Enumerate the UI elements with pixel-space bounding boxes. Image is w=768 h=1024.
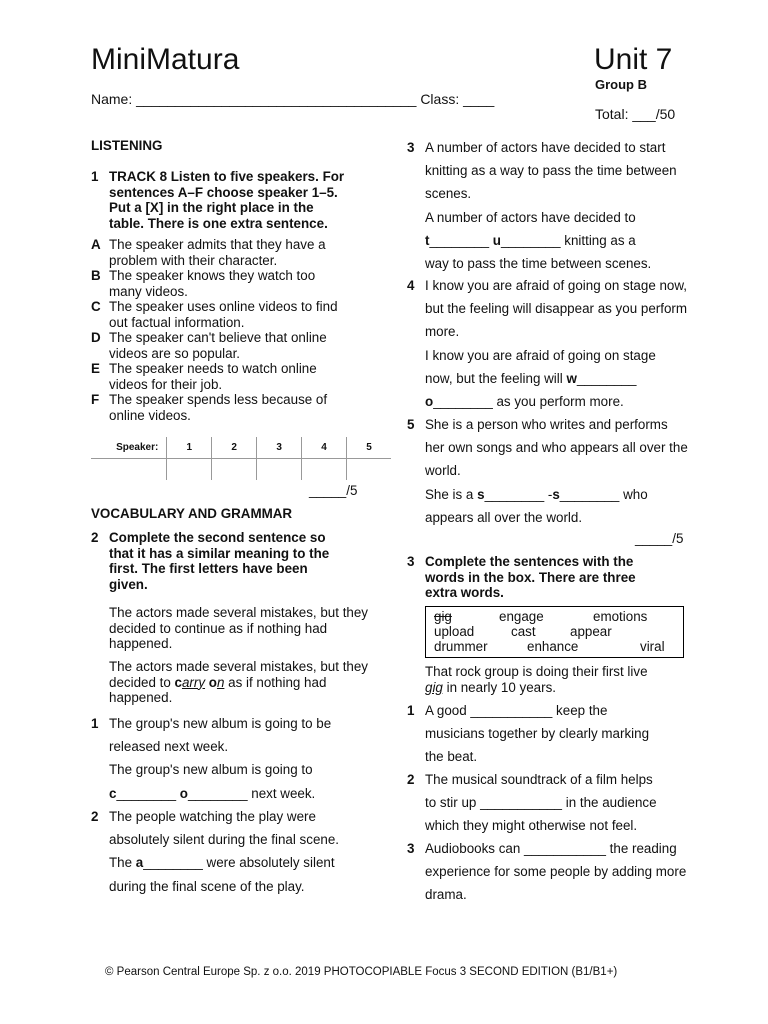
item-line: The speaker knows they watch too (109, 268, 316, 283)
total-score: Total: ___/50 (595, 106, 676, 122)
question-line: A number of actors have decided to start (425, 140, 666, 155)
vocab-score: _____/5 (635, 531, 684, 546)
item-letter: C (91, 299, 101, 314)
example-line: happened. (109, 690, 173, 705)
item-line: The speaker can't believe that online (109, 330, 327, 345)
question-line: absolutely silent during the final scene. (109, 832, 340, 848)
first-letter: o (179, 785, 188, 801)
answer-word: gig (425, 679, 443, 695)
speaker-col: 4 (302, 437, 347, 459)
question-number: 3 (407, 841, 415, 856)
question-number: 3 (407, 140, 415, 155)
speaker-table (91, 437, 391, 480)
question-line: more. (425, 324, 460, 340)
item-letter: A (91, 237, 101, 252)
example-line: The actors made several mistakes, but they (109, 659, 368, 674)
speaker-col: 3 (257, 437, 302, 459)
example-line: happened. (109, 636, 173, 651)
question-line: world. (425, 463, 461, 479)
task-line: TRACK 8 Listen to five speakers. For (109, 169, 345, 184)
box-word: drummer (434, 639, 488, 654)
first-letter: t (425, 232, 430, 248)
item-line: The speaker uses online videos to find (109, 299, 338, 314)
speaker-col: 5 (347, 437, 391, 459)
task-line: table. There is one extra sentence. (109, 215, 328, 231)
text: She is a (425, 486, 478, 502)
answer-line[interactable] (425, 483, 725, 506)
question-line: drama. (425, 887, 467, 903)
task-line: sentences A–F choose speaker 1–5. (109, 184, 338, 200)
question-line[interactable]: Audiobooks can ___________ the reading (425, 841, 677, 856)
task-line: extra words. (425, 585, 504, 600)
answer-word: n (216, 674, 225, 690)
group-label: Group B (595, 77, 647, 92)
unit-title: Unit 7 (594, 43, 673, 76)
question-number: 2 (91, 809, 99, 824)
item-letter: E (91, 361, 100, 376)
item-line: many videos. (109, 283, 188, 299)
question-line: The people watching the play were (109, 809, 316, 824)
first-letter: o (208, 674, 217, 690)
box-word: upload (434, 624, 475, 639)
text: in nearly 10 years. (442, 679, 557, 695)
task-number: 2 (91, 530, 99, 545)
question-line: released next week. (109, 739, 229, 755)
answer-line[interactable] (425, 367, 725, 390)
task-line: given. (109, 576, 148, 592)
answer-cell[interactable] (167, 459, 212, 481)
question-number: 4 (407, 278, 415, 293)
question-line: which they might otherwise not feel. (425, 818, 638, 834)
first-letter: o (425, 394, 434, 410)
box-word: enhance (527, 639, 579, 654)
box-word: appear (570, 624, 612, 639)
question-line: She is a person who writes and performs (425, 417, 668, 432)
task-line: that it has a similar meaning to the (109, 545, 330, 561)
task-line: Put a [X] in the right place in the (109, 200, 314, 215)
item-letter: F (91, 392, 100, 407)
speaker-col: 2 (212, 437, 257, 459)
first-letter: c (174, 674, 182, 690)
listening-score: _____/5 (309, 483, 358, 498)
question-line: experience for some people by adding more (425, 864, 687, 880)
vocab-heading: VOCABULARY AND GRAMMAR (91, 506, 293, 521)
task-line: Complete the second sentence so (109, 530, 326, 545)
words-example (425, 664, 725, 695)
question-line[interactable]: A good ___________ keep the (425, 703, 608, 718)
answer-line[interactable] (109, 851, 399, 874)
item-line: problem with their character. (109, 252, 278, 268)
first-letter: s (552, 486, 560, 502)
answer-cell[interactable] (257, 459, 302, 481)
example-answer (109, 659, 399, 706)
question-line: but the feeling will disappear as you perform (425, 301, 688, 317)
example-line: The actors made several mistakes, but they (109, 605, 368, 620)
question-line: I know you are afraid of going on stage now, (425, 278, 688, 293)
gap: ________ - (484, 486, 553, 502)
item-letter: D (91, 330, 101, 345)
task-line: first. The first letters have been (109, 561, 308, 576)
item-line: videos for their job. (109, 376, 223, 392)
text: The (109, 855, 136, 871)
gap: ________ (576, 370, 637, 386)
question-line: knitting as a way to pass the time between (425, 163, 677, 179)
question-line: I know you are afraid of going on stage (425, 347, 656, 363)
gap: ________ (116, 785, 180, 801)
answer-cell[interactable] (302, 459, 347, 481)
gap: ________ knitting as a (500, 232, 636, 248)
item-line: videos are so popular. (109, 345, 241, 361)
text: now, but the feeling will (425, 370, 567, 386)
listening-heading: LISTENING (91, 138, 163, 153)
box-word: cast (511, 624, 536, 639)
text: decided to (109, 674, 175, 690)
answer-cell[interactable] (347, 459, 391, 481)
gap: ________ were absolutely silent (143, 855, 335, 871)
box-word: gig (434, 609, 452, 624)
speaker-label: Speaker: (91, 437, 167, 459)
example-original (109, 605, 399, 652)
answer-cell[interactable] (91, 459, 167, 481)
question-line[interactable]: to stir up ___________ in the audience (425, 795, 657, 811)
text: as if nothing had (224, 674, 327, 690)
gap: ________ who (559, 486, 648, 502)
item-line: The speaker spends less because of (109, 392, 328, 407)
question-line: the beat. (425, 749, 478, 765)
box-word: viral (640, 639, 665, 654)
task-number: 1 (91, 169, 99, 184)
right-column (407, 136, 717, 916)
name-class-line: Name: ____________________________________ Class: ____ (91, 91, 495, 107)
answer-line[interactable] (425, 390, 725, 413)
word-box (425, 606, 684, 658)
question-line: during the final scene of the play. (109, 878, 305, 894)
task-line: Complete the sentences with the (425, 554, 634, 569)
speaker-col: 1 (167, 437, 212, 459)
example-line (425, 680, 725, 696)
item-line: out factual information. (109, 314, 245, 330)
first-letter: u (492, 232, 501, 248)
question-number: 5 (407, 417, 415, 432)
gap: ________ as you perform more. (433, 394, 624, 410)
example-line: decided to continue as if nothing had (109, 620, 328, 636)
question-line: her own songs and who appears all over the (425, 440, 688, 456)
page-title: MiniMatura (91, 43, 240, 76)
answer-line[interactable] (109, 782, 399, 805)
question-line: scenes. (425, 186, 472, 202)
answer-cell[interactable] (212, 459, 257, 481)
question-line: A number of actors have decided to (425, 209, 636, 225)
answer-word: arry (181, 674, 206, 690)
footer: © Pearson Central Europe Sp. z o.o. 2019 PHOTOCOPIABLE Focus 3 SECOND EDITION (B1/B1+) (105, 966, 618, 978)
left-column (91, 138, 391, 898)
box-word: engage (499, 609, 544, 624)
item-letter: B (91, 268, 101, 283)
gap: ________ next week. (187, 785, 316, 801)
example-line (109, 675, 399, 691)
item-line: The speaker admits that they have a (109, 237, 326, 252)
first-letter: a (135, 855, 144, 871)
item-line: online videos. (109, 407, 191, 423)
question-line: appears all over the world. (425, 509, 583, 525)
answer-line[interactable] (425, 229, 725, 252)
first-letter: w (566, 370, 577, 386)
question-number: 1 (91, 716, 99, 731)
question-line: The musical soundtrack of a film helps (425, 772, 653, 787)
example-line: That rock group is doing their first live (425, 664, 648, 679)
question-number: 2 (407, 772, 415, 787)
question-line: way to pass the time between scenes. (425, 256, 652, 272)
box-word: emotions (593, 609, 648, 624)
question-line: musicians together by clearly marking (425, 726, 650, 742)
question-line: The group's new album is going to (109, 762, 313, 778)
first-letter: s (477, 486, 485, 502)
task-line: words in the box. There are three (425, 569, 636, 585)
item-line: The speaker needs to watch online (109, 361, 317, 376)
question-number: 1 (407, 703, 415, 718)
question-line: The group's new album is going to be (109, 716, 332, 731)
gap: ________ (429, 232, 493, 248)
first-letter: c (109, 785, 117, 801)
task-number: 3 (407, 554, 415, 569)
